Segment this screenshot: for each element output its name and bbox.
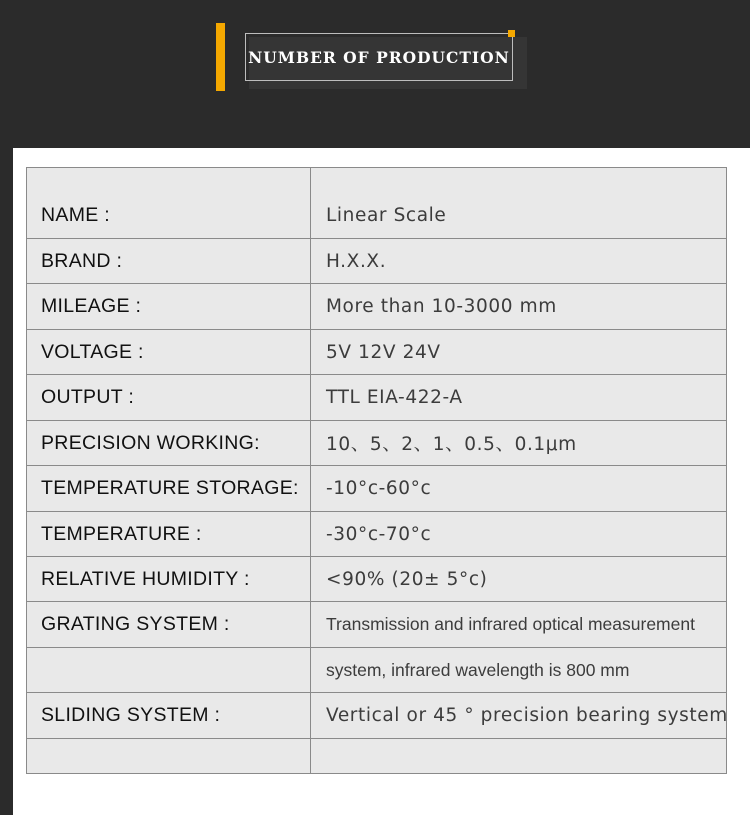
table-row (27, 375, 727, 421)
spec-value: -10°c-60°c (311, 466, 727, 512)
table-row (27, 648, 727, 693)
spec-value: TTL EIA-422-A (311, 375, 727, 421)
spec-key: MILEAGE : (27, 284, 311, 330)
spec-value: -30°c-70°c (311, 512, 727, 557)
table-row (27, 284, 727, 330)
table-row (27, 512, 727, 557)
table-row (27, 693, 727, 739)
corner-accent (508, 30, 515, 37)
spec-value (311, 739, 727, 774)
spec-key: VOLTAGE : (27, 330, 311, 375)
spec-value: 5V 12V 24V (311, 330, 727, 375)
page-title: NUMBER OF PRODUCTION (245, 33, 513, 81)
spec-value: Vertical or 45 ° precision bearing system (311, 693, 727, 739)
spec-value: 10、5、2、1、0.5、0.1μm (311, 421, 727, 466)
spec-key: GRATING SYSTEM : (27, 602, 311, 648)
table-row (27, 239, 727, 284)
accent-bar (216, 23, 225, 91)
spec-key: BRAND : (27, 239, 311, 284)
spec-key: NAME : (27, 168, 311, 239)
spec-key: PRECISION WORKING: (27, 421, 311, 466)
spec-table (26, 167, 727, 774)
header-banner (0, 0, 750, 148)
table-row (27, 421, 727, 466)
spec-value: system, infrared wavelength is 800 mm (311, 648, 727, 693)
spec-key (27, 648, 311, 693)
table-row (27, 466, 727, 512)
spec-value: Transmission and infrared optical measurement (311, 602, 727, 648)
table-row (27, 602, 727, 648)
spec-key: OUTPUT : (27, 375, 311, 421)
spec-value: Linear Scale (311, 168, 727, 239)
table-row (27, 739, 727, 774)
table-row (27, 168, 727, 239)
spec-value: More than 10-3000 mm (311, 284, 727, 330)
spec-key (27, 739, 311, 774)
spec-key: TEMPERATURE : (27, 512, 311, 557)
spec-key: SLIDING SYSTEM : (27, 693, 311, 739)
table-row (27, 557, 727, 602)
spec-key: RELATIVE HUMIDITY : (27, 557, 311, 602)
spec-value: <90% (20± 5°c) (311, 557, 727, 602)
spec-key: TEMPERATURE STORAGE: (27, 466, 311, 512)
spec-value: H.X.X. (311, 239, 727, 284)
table-row (27, 330, 727, 375)
